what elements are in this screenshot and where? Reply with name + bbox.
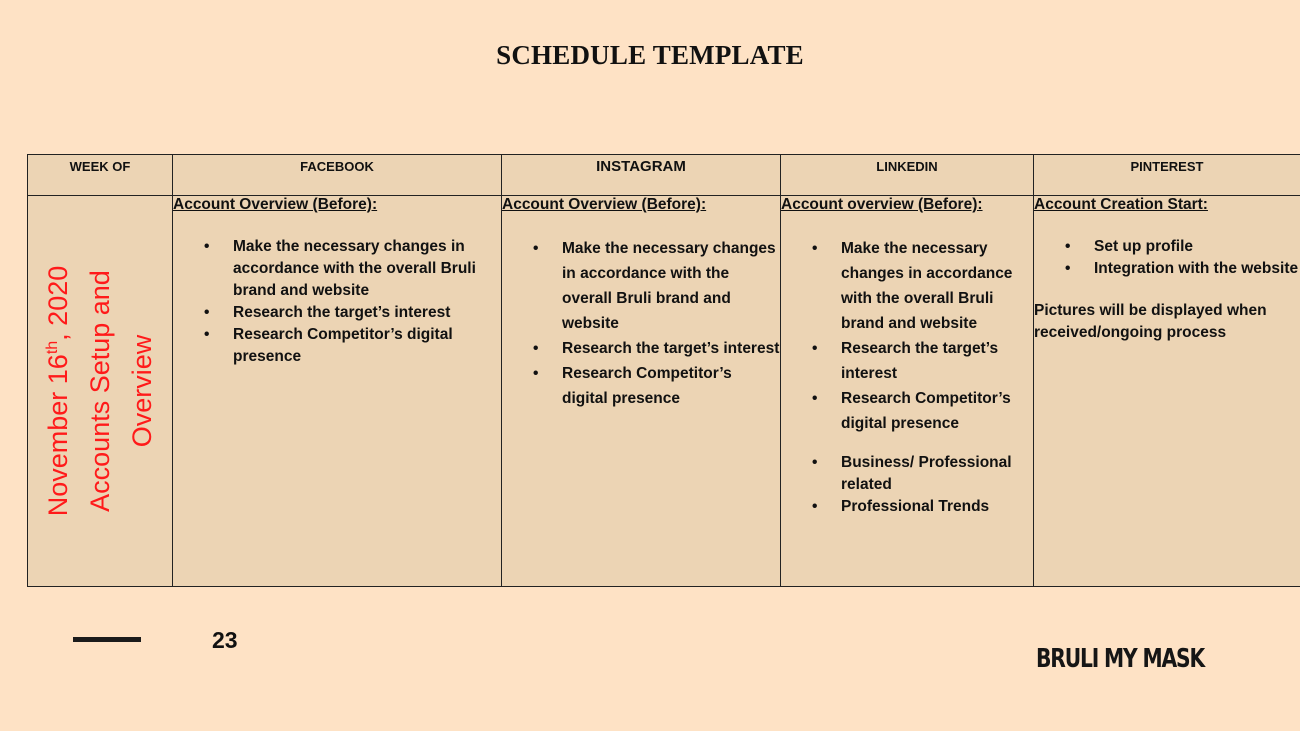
linkedin-cell [781,196,1034,587]
week-of-cell [28,196,173,587]
page-title: SCHEDULE TEMPLATE [496,40,804,70]
header-linkedin: LINKEDIN [781,155,1034,196]
pinterest-note: Pictures will be displayed when received/ongoing process [1034,302,1267,341]
list-item: • Make the necessary changes in accordance with the overall Bruli brand and website [562,236,780,336]
header-pinterest: PINTEREST [1034,155,1300,196]
list-item: • Research Competitor’s digital presence [233,324,501,368]
list-item: • Set up profile [1094,236,1300,258]
table-header-row [28,155,1300,196]
facebook-task-list [173,236,501,368]
list-item: • Make the necessary changes in accordance with the overall Bruli brand and website [841,236,1033,336]
linkedin-heading: Account overview (Before): [781,196,983,213]
facebook-heading: Account Overview (Before): [173,196,378,213]
brand-logo: BRULI MY MASK [1036,644,1204,674]
list-item: • Research the target’s interest [562,336,780,361]
page-number: 23 [212,627,238,653]
table-row [28,196,1300,587]
linkedin-task-list [781,236,1033,436]
list-item: • Make the necessary changes in accordance with the overall Bruli brand and website [233,236,501,302]
instagram-heading: Account Overview (Before): [502,196,707,213]
list-item: • Research Competitor’s digital presence [562,361,780,411]
list-item: • Integration with the website [1094,258,1300,280]
list-item: • Business/ Professional related [841,452,1033,496]
list-item: • Research Competitor’s digital presence [841,386,1033,436]
footer-divider [73,637,141,642]
header-instagram: INSTAGRAM [502,155,781,196]
list-item: • Research the target’s interest [233,302,501,324]
instagram-cell [502,196,781,587]
pinterest-cell [1034,196,1300,587]
facebook-cell [173,196,502,587]
schedule-table [27,154,1300,587]
header-facebook: FACEBOOK [173,155,502,196]
pinterest-heading: Account Creation Start: [1034,196,1208,213]
week-label: November 16th, 2020 Accounts Setup and Overview [43,265,157,517]
list-item: • Professional Trends [841,496,1033,518]
pinterest-task-list [1034,236,1300,280]
header-week-of: WEEK OF [28,155,173,196]
list-item: • Research the target’s interest [841,336,1033,386]
linkedin-extra-list [781,452,1033,518]
instagram-task-list [502,236,780,411]
